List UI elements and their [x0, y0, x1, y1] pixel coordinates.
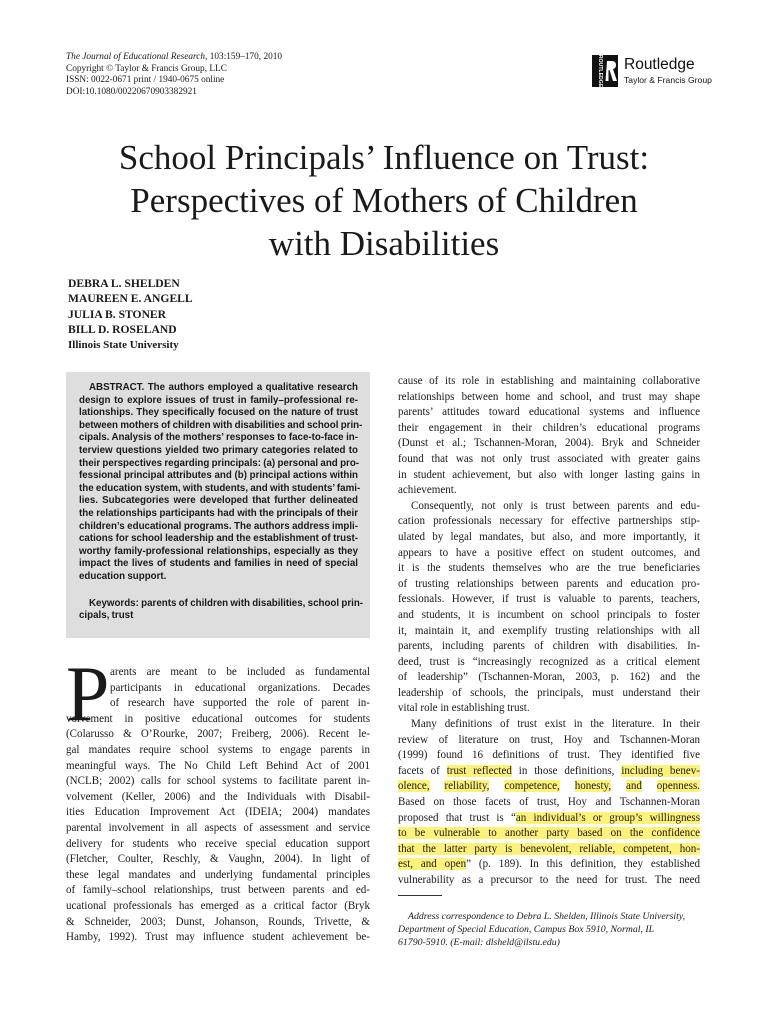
- body-line: fessionals. However, if trust is valuable to parents, teachers,: [398, 593, 700, 606]
- abstract-line: the education system, with students, and with students’ fami-: [79, 482, 361, 494]
- body-line: deed, trust is “increasingly recognized as a critical element: [398, 655, 700, 668]
- article-title: [40, 136, 728, 265]
- footnote-line: Address correspondence to Debra L. Shelden, Illinois State University,: [408, 911, 686, 922]
- body-line: [398, 842, 700, 858]
- body-right-column: [398, 374, 700, 889]
- abstract-line: lationships. They specifically focused on the nature of trust: [79, 407, 358, 419]
- routledge-logo-icon: [592, 55, 618, 87]
- body-line: cause of its role in establishing and maintaining collaborative: [398, 375, 700, 387]
- body-line: relationships between home and school, and trust may shape: [398, 390, 700, 403]
- body-text: proposed that trust is “: [398, 811, 516, 824]
- highlighted-text: est, and open: [398, 858, 467, 871]
- volume-pages: , 103:159–170, 2010: [205, 52, 283, 62]
- body-line: ucational professionals has emerged as a critical factor (Bryk: [66, 899, 370, 912]
- author-affiliation: Illinois State University: [68, 338, 179, 351]
- body-line: (Dunst et al.; Tschannen-Moran, 2004). Bryk and Schneider: [398, 437, 700, 450]
- highlighted-text: to be vulnerable to another party based on the confidence: [398, 827, 700, 840]
- body-line: it, maintain it, and exemplify trusting relationships with all: [398, 624, 700, 637]
- body-line: cation professionals necessary for effective partnerships stip-: [398, 515, 700, 528]
- body-line: parents, including parents of children with disabilities. In-: [398, 640, 700, 653]
- highlighted-text: competence,: [504, 780, 560, 793]
- abstract-line: between mothers of children with disabilities and school prin-: [79, 419, 363, 431]
- body-line: of trusting relationships between parents and education pro-: [398, 577, 700, 590]
- abstract-line: cations for school leadership and the establishment of trust-: [79, 533, 358, 545]
- body-line: leadership of schools, the principals, must understand their: [398, 686, 700, 699]
- body-text: [489, 780, 504, 792]
- body-line: [398, 779, 700, 795]
- abstract-line: fessional principal attributes and (b) principal actions within: [79, 470, 358, 482]
- abstract-line: impact the lives of students and families in need of special: [79, 558, 358, 570]
- body-line: Many definitions of trust exist in the literature. In their: [411, 718, 700, 731]
- body-line: (Colarusso & O’Rourke, 2007; Freiberg, 2006). Recent le-: [66, 728, 370, 741]
- body-line: arents are meant to be included as fundamental: [110, 666, 370, 678]
- body-line: [398, 811, 700, 827]
- body-line: ities Education Improvement Act (IDEIA; 2004) mandates: [66, 806, 370, 819]
- body-line: these legal mandates and underlying fundamental principles: [66, 868, 370, 881]
- body-line: meaningful ways. The No Child Left Behind Act of 2001: [66, 759, 370, 772]
- issn-line: ISSN: 0022-0671 print / 1940-0675 online: [66, 75, 225, 86]
- body-line: [398, 764, 700, 780]
- body-left-column: [66, 665, 370, 946]
- body-line: of family–school relationships, trust between parents and ed-: [66, 884, 370, 897]
- title-line: School Principals’ Influence on Trust:: [118, 138, 650, 177]
- body-text: [560, 780, 575, 792]
- body-line: [398, 826, 700, 842]
- abstract-line: design to explore issues of trust in family–professional re-: [79, 394, 358, 406]
- body-line: parents’ attitudes toward educational systems and influence: [398, 406, 700, 419]
- body-line: [398, 857, 700, 873]
- body-line: vital role in establishing trust.: [398, 702, 530, 715]
- body-line: & Schneider, 2003; Dunst, Johanson, Rounds, Trivette, &: [66, 915, 370, 928]
- abstract-line: education support.: [79, 570, 167, 582]
- body-text: in those definitions,: [511, 764, 622, 777]
- keywords: [79, 597, 364, 623]
- abstract-line: their perspectives regarding principals: (a) personal and pro-: [79, 457, 360, 469]
- body-line: ulated by legal mandates, but also, and more importantly, it: [398, 530, 700, 543]
- body-text: [642, 780, 657, 792]
- highlighted-text: olence,: [398, 780, 430, 793]
- highlighted-text: openness.: [656, 780, 701, 793]
- body-line: Hamby, 1992). Trust may influence student achievement be-: [66, 931, 370, 944]
- publisher-logo: [592, 55, 712, 89]
- body-line: Consequently, not only is trust between parents and edu-: [411, 499, 700, 512]
- body-text: [430, 780, 445, 792]
- abstract-line: the relationships participants had with the principals of their: [79, 507, 358, 519]
- body-line: appears to have a positive effect on student outcomes, and: [398, 546, 700, 559]
- footnote-divider: [398, 895, 442, 896]
- body-line: achievement.: [398, 484, 457, 497]
- title-line: Perspectives of Mothers of Children: [130, 181, 638, 220]
- body-line: (1999) found 16 definitions of trust. They identified five: [398, 749, 700, 762]
- abstract-line: ABSTRACT. The authors employed a qualitative research: [89, 382, 358, 393]
- highlighted-text: including benev-: [621, 764, 700, 777]
- body-line: delivery for students who receive special education support: [66, 837, 370, 850]
- highlighted-text: and: [625, 780, 642, 793]
- body-line: participants in educational organizations. Decades: [110, 681, 370, 694]
- body-line: parental involvement in all aspects of assessment and service: [66, 821, 370, 834]
- author-list: [68, 276, 193, 353]
- body-line: it is the students themselves who are the true beneficiaries: [398, 562, 700, 575]
- keywords-line: Keywords: parents of children with disabilities, school prin-: [89, 597, 364, 609]
- abstract-box: [66, 372, 370, 638]
- body-line: (NCLB; 2002) calls for school systems to facilitate parent in-: [66, 775, 370, 788]
- highlighted-text: honesty,: [574, 780, 612, 793]
- body-text: facets of: [398, 764, 447, 777]
- logo-lettering: ROUTLEDGE: [597, 55, 603, 87]
- body-text: [611, 780, 626, 792]
- body-line: in student achievement, but also with longer lasting gains in: [398, 468, 700, 481]
- abstract-line: cipals. Analysis of the mothers’ responses to face-to-face in-: [79, 432, 358, 444]
- body-line: their engagement in their children’s educational programs: [398, 421, 700, 434]
- body-line: (Fletcher, Coulter, Reschly, & Vaughn, 2004). In light of: [66, 853, 370, 866]
- journal-name: The Journal of Educational Research: [66, 52, 206, 62]
- abstract-line: worthy family-professional relationships, especially as they: [79, 545, 358, 557]
- correspondence-footnote: [398, 910, 700, 949]
- body-line: Based on those facets of trust, Hoy and Tschannen-Moran: [398, 796, 700, 809]
- footnote-line: Department of Special Education, Campus Box 5910, Normal, IL: [398, 924, 655, 935]
- body-text: ” (p. 189). In this definition, they established: [466, 858, 700, 871]
- publisher-group: Taylor & Francis Group: [624, 75, 712, 85]
- publisher-name: Routledge: [624, 56, 695, 73]
- highlighted-text: reliability,: [444, 780, 490, 793]
- body-line: gal mandates require school systems to engage parents in: [66, 743, 370, 756]
- body-line: vulnerability as a precursor to the need for trust. The need: [398, 874, 700, 886]
- body-line: review of literature on trust, Hoy and Tschannen-Moran: [398, 733, 700, 746]
- abstract-line: children’s educational programs. The authors address impli-: [79, 520, 358, 532]
- body-line: volvement in positive educational outcomes for students: [66, 712, 370, 725]
- body-line: of leadership” (Tschannen-Moran, 2003, p. 162) and the: [398, 671, 700, 684]
- body-line: volvement (Keller, 2006) and the Individuals with Disabil-: [66, 790, 370, 803]
- body-line: found that was not only trust associated with greater gains: [398, 452, 700, 465]
- highlighted-text: an individual’s or group’s willingness: [515, 811, 700, 824]
- body-line: of research have supported the role of parent in-: [110, 697, 370, 710]
- abstract-text: [79, 382, 363, 584]
- footnote-line: 61790-5910. (E-mail: dlsheld@ilstu.edu): [398, 937, 560, 948]
- citation-line: [66, 52, 282, 64]
- body-line: and students, it is incumbent on school principals to foster: [398, 608, 700, 621]
- copyright-line: Copyright © Taylor & Francis Group, LLC: [66, 63, 227, 74]
- author-name: MAUREEN E. ANGELL: [68, 292, 193, 306]
- keywords-line: cipals, trust: [79, 610, 134, 622]
- author-name: BILL D. ROSELAND: [68, 323, 177, 337]
- journal-header: [66, 52, 282, 98]
- doi-line: DOI:10.1080/00220670903382921: [66, 86, 197, 97]
- highlighted-text: trust reflected: [446, 764, 512, 777]
- highlighted-text: that the latter party is benevolent, reliable, competent, hon-: [398, 842, 700, 855]
- author-name: JULIA B. STONER: [68, 307, 167, 321]
- author-name: DEBRA L. SHELDEN: [68, 277, 180, 290]
- abstract-line: lies. Subcategories were developed that further delineated: [79, 495, 358, 507]
- drop-cap: P: [66, 650, 110, 737]
- abstract-line: terview questions yielded two primary categories related to: [79, 444, 358, 456]
- title-line: with Disabilities: [268, 224, 500, 263]
